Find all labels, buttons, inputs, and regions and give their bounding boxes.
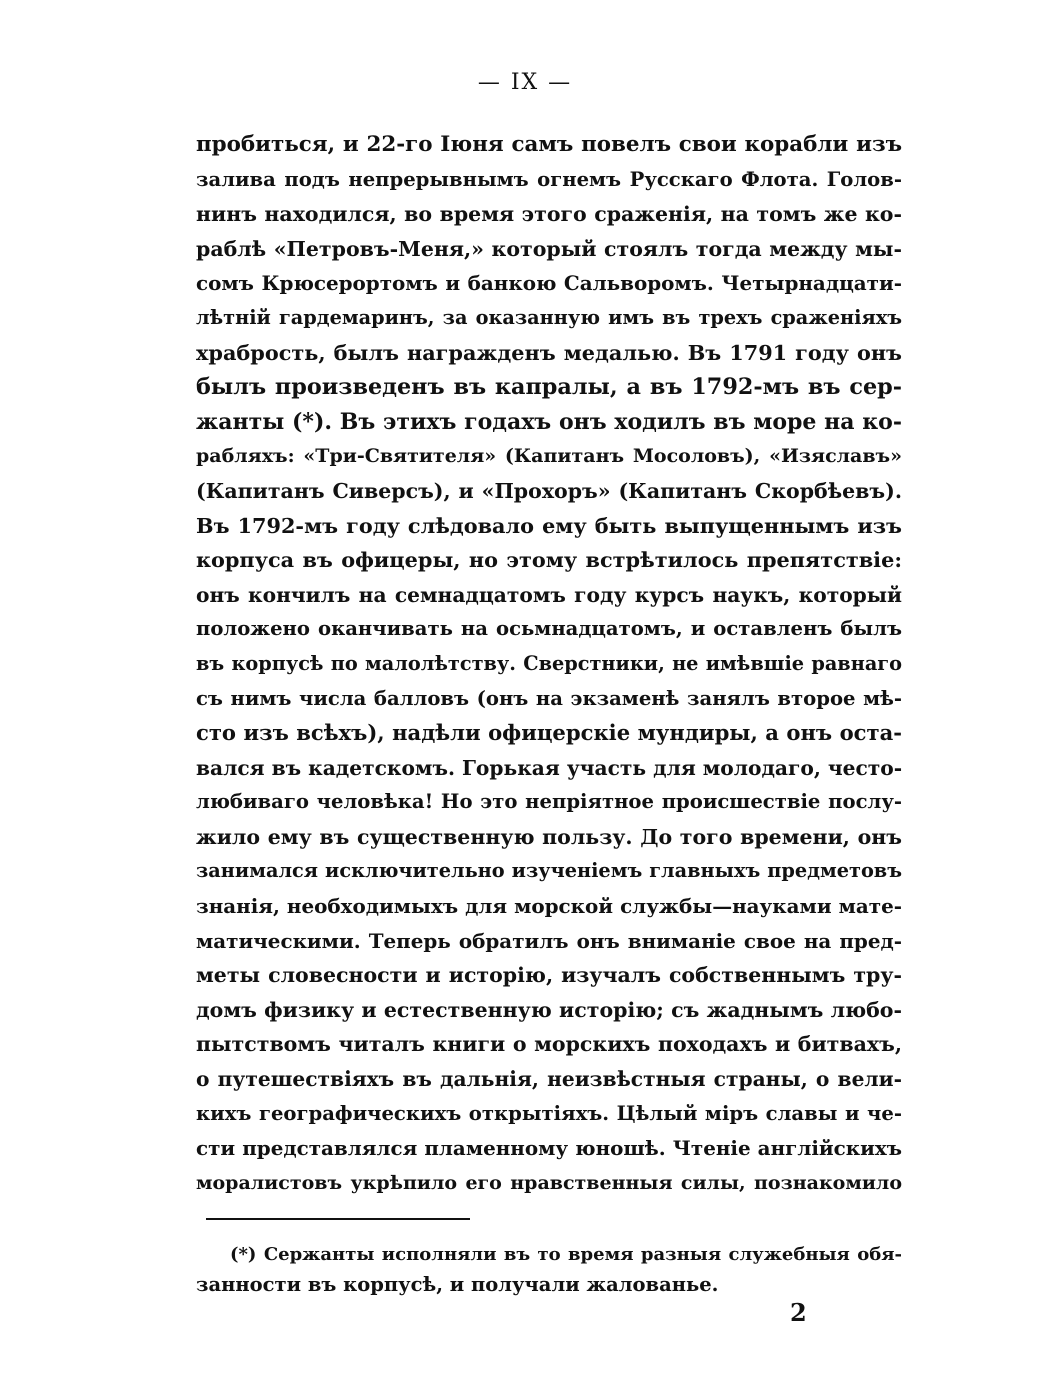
text-line: Въ 1792-мъ году слѣдовало ему быть выпущеннымъ изъ	[196, 512, 902, 538]
text-line: сти представлялся пламенному юношѣ. Чтеніе англійскихъ	[196, 1136, 902, 1161]
text-line: о путешествіяхъ въ дальнія, неизвѣстныя страны, о вели-	[196, 1067, 902, 1092]
text-line: (Капитанъ Сиверсъ), и «Прохоръ» (Капитанъ Скорбѣевъ).	[196, 478, 902, 503]
text-line: нинъ находился, во время этого сраженія, на томъ же ко-	[196, 202, 902, 227]
text-line: любиваго человѣка! Но это непріятное происшествіе послу-	[196, 790, 902, 814]
text-line: матическими. Теперь обратилъ онъ вниманіе свое на пред-	[196, 928, 902, 953]
text-line: знанія, необходимыхъ для морской службы—науками мате-	[196, 894, 902, 919]
signature-mark: 2	[790, 1298, 807, 1327]
text-line: пытствомъ читалъ книги о морскихъ походахъ и битвахъ,	[196, 1032, 902, 1057]
text-line: пробиться, и 22-го Iюня самъ повелъ свои корабли изъ	[196, 132, 902, 157]
text-line: занимался исключительно изученіемъ главныхъ предметовъ	[196, 859, 902, 883]
page-number-header: — IX —	[477, 70, 573, 95]
footnote-line: (*) Сержанты исполняли въ то время разныя служебныя обя-	[230, 1244, 902, 1265]
text-line: домъ физику и естественную исторію; съ жаднымъ любо-	[196, 997, 902, 1022]
main-text	[196, 128, 902, 1200]
text-line: жило ему въ существенную пользу. До того времени, онъ	[196, 824, 902, 849]
text-line: моралистовъ укрѣпило его нравственныя силы, познакомило	[196, 1171, 902, 1194]
text-line: былъ произведенъ въ капралы, а въ 1792-мъ въ сер-	[196, 374, 902, 401]
text-line: лѣтній гардемаринъ, за оказанную имъ въ трехъ сраженіяхъ	[196, 305, 902, 329]
text-line: кихъ географическихъ открытіяхъ. Цѣлый міръ славы и че-	[196, 1101, 902, 1125]
text-line: онъ кончилъ на семнадцатомъ году курсъ наукъ, который	[196, 582, 902, 607]
text-line: корпуса въ офицеры, но этому встрѣтилось препятствіе:	[196, 547, 902, 573]
text-line: залива подъ непрерывнымъ огнемъ Русскаго Флота. Голов-	[196, 167, 902, 191]
footnote	[196, 1240, 902, 1300]
text-line: раблѣ «Петровъ-Меня,» который стоялъ тогда между мы-	[196, 236, 902, 261]
text-line: жанты (*). Въ этихъ годахъ онъ ходилъ въ море на ко-	[196, 408, 902, 435]
footnote-divider	[206, 1218, 470, 1220]
text-line: меты словесности и исторію, изучалъ собственнымъ тру-	[196, 963, 902, 988]
text-line: положено оканчивать на осьмнадцатомъ, и оставленъ былъ	[196, 617, 902, 641]
text-line: въ корпусѣ по малолѣтству. Сверстники, не имѣвшіе равнаго	[196, 651, 902, 675]
text-line: храбрость, былъ награжденъ медалью. Въ 1791 году онъ	[196, 339, 902, 365]
footnote-line: занности въ корпусѣ, и получали жалованье.	[196, 1273, 719, 1296]
text-line: вался въ кадетскомъ. Горькая участь для молодаго, често-	[196, 755, 902, 780]
text-line: сомъ Крюсерортомъ и банкою Сальворомъ. Четырнадцати-	[196, 271, 902, 296]
text-line: рабляхъ: «Три-Святителя» (Капитанъ Мосоловъ), «Изяславъ»	[196, 445, 902, 468]
text-line: съ нимъ числа балловъ (онъ на экзаменѣ занялъ второе мѣ-	[196, 686, 902, 710]
text-line: сто изъ всѣхъ), надѣли офицерскіе мундиры, а онъ оста-	[196, 720, 902, 746]
